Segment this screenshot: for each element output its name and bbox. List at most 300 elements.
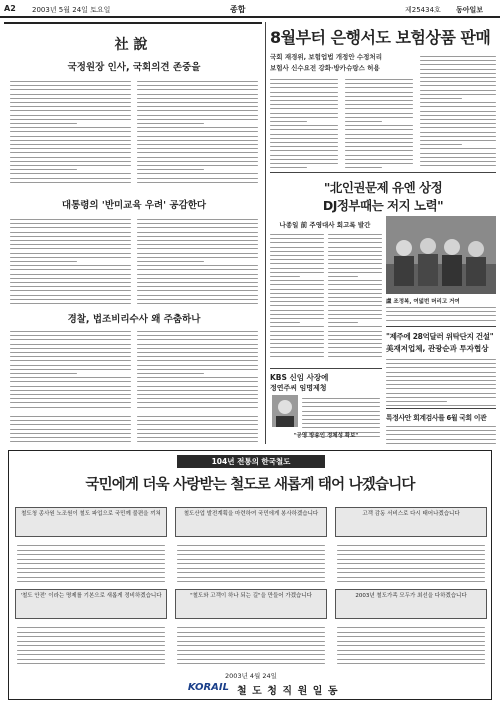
text-line xyxy=(270,142,338,143)
text-line xyxy=(270,314,324,315)
text-line xyxy=(270,129,338,130)
text-line xyxy=(10,119,131,120)
text-line xyxy=(10,303,131,304)
text-line xyxy=(10,98,131,99)
text-line xyxy=(420,119,496,120)
text-line xyxy=(17,650,165,651)
text-line xyxy=(270,108,338,109)
text-line xyxy=(270,121,307,122)
text-line xyxy=(10,89,131,90)
text-line xyxy=(337,554,485,555)
text-line xyxy=(270,318,324,319)
page-header xyxy=(0,0,500,18)
text-line xyxy=(270,347,324,348)
text-line xyxy=(337,641,485,642)
text-line xyxy=(270,134,338,135)
kbs-kicker: KBS 신임 사장에 xyxy=(270,373,329,382)
text-line xyxy=(137,94,258,95)
text-line xyxy=(345,117,413,118)
text-line xyxy=(420,127,496,128)
text-line xyxy=(10,407,131,408)
kbs-name: 정연주씨 임명제청 xyxy=(270,384,327,392)
text-line xyxy=(420,132,496,133)
text-line xyxy=(270,234,324,235)
right-headline-2: 美재저업체, 관광순과 투자협상 xyxy=(386,344,489,353)
text-line xyxy=(328,272,382,273)
text-line xyxy=(10,115,131,116)
editorial-headline-2: 대통령의 '반미교육 우려' 공감한다 xyxy=(61,200,207,211)
text-line xyxy=(137,295,258,296)
text-line xyxy=(386,311,496,312)
text-line xyxy=(270,83,338,84)
text-line xyxy=(10,240,131,241)
text-line xyxy=(345,100,413,101)
right-headline-1: "제주에 28억달러 위탁단지 건설" xyxy=(386,332,494,341)
text-line xyxy=(386,376,496,377)
text-line xyxy=(345,155,413,156)
text-line xyxy=(270,259,324,260)
text-line xyxy=(328,356,382,357)
text-line xyxy=(10,178,131,179)
text-line xyxy=(17,550,165,551)
text-line xyxy=(10,223,131,224)
text-line xyxy=(270,356,324,357)
kbs-portrait xyxy=(272,395,298,427)
text-line xyxy=(137,157,258,158)
text-line xyxy=(270,339,324,340)
text-line xyxy=(386,397,496,398)
text-line xyxy=(270,284,324,285)
ad-text-block-3 xyxy=(337,543,485,583)
text-line xyxy=(10,356,131,357)
text-line xyxy=(386,393,496,394)
text-line xyxy=(328,331,382,332)
text-line xyxy=(137,348,258,349)
sponsor-name: 철 도 청 직 원 일 동 xyxy=(237,686,339,697)
text-line xyxy=(137,433,258,434)
text-line xyxy=(10,381,131,382)
text-line xyxy=(386,359,496,360)
ad-cell-1: 철도청 종사원 노조원이 철도 파업으로 국민께 불편을 끼쳐 xyxy=(15,507,167,537)
text-line xyxy=(10,110,131,111)
editorial-3-body xyxy=(10,329,258,409)
text-line xyxy=(337,636,485,637)
text-line xyxy=(177,550,325,551)
text-line xyxy=(10,253,131,254)
lead-body-left xyxy=(270,77,338,169)
text-line xyxy=(420,85,496,86)
text-line xyxy=(17,636,165,637)
photo-caption-text xyxy=(386,305,496,323)
text-line xyxy=(177,641,325,642)
text-line xyxy=(337,572,485,573)
date-line: 2003년 5월 24일 토요일 xyxy=(32,6,111,14)
text-line xyxy=(420,64,496,65)
text-line xyxy=(270,289,324,290)
second-body-left xyxy=(270,232,324,360)
text-line xyxy=(270,280,324,281)
text-line xyxy=(10,232,131,233)
text-line xyxy=(10,140,131,141)
text-line xyxy=(420,123,496,124)
ad-text-block-5 xyxy=(177,625,325,665)
text-line xyxy=(10,248,131,249)
text-line xyxy=(386,384,496,385)
text-line xyxy=(137,123,204,124)
text-line xyxy=(17,641,165,642)
text-line xyxy=(10,152,131,153)
text-line xyxy=(10,173,131,174)
text-line xyxy=(10,123,77,124)
text-line xyxy=(10,295,131,296)
text-line xyxy=(302,406,380,407)
text-line xyxy=(270,150,338,151)
text-line xyxy=(137,303,258,304)
text-line xyxy=(177,645,325,646)
text-line xyxy=(345,87,413,88)
text-line xyxy=(270,117,338,118)
text-line xyxy=(137,98,258,99)
text-line xyxy=(337,545,485,546)
text-line xyxy=(137,429,258,430)
text-line xyxy=(337,650,485,651)
text-line xyxy=(10,433,131,434)
text-line xyxy=(137,290,258,291)
text-line xyxy=(137,299,258,300)
text-line xyxy=(137,278,258,279)
text-line xyxy=(270,272,324,273)
text-line xyxy=(270,331,324,332)
text-line xyxy=(10,157,131,158)
text-line xyxy=(420,136,496,137)
text-line xyxy=(270,96,338,97)
text-line xyxy=(386,434,496,435)
text-line xyxy=(328,284,382,285)
korail-advertisement xyxy=(8,450,492,700)
text-line xyxy=(10,165,131,166)
lead-story xyxy=(270,22,496,172)
bottom-right-story xyxy=(386,408,496,444)
text-line xyxy=(328,263,382,264)
text-line xyxy=(137,89,258,90)
text-line xyxy=(337,577,485,578)
text-line xyxy=(345,92,413,93)
text-line xyxy=(10,290,131,291)
text-line xyxy=(17,554,165,555)
text-line xyxy=(137,182,258,183)
text-line xyxy=(10,131,131,132)
text-line xyxy=(328,305,382,306)
text-line xyxy=(137,377,258,378)
text-line xyxy=(386,315,496,316)
text-line xyxy=(177,581,325,582)
text-line xyxy=(328,242,382,243)
text-line xyxy=(137,244,258,245)
ad-date: 2003년 4월 24일 xyxy=(225,672,277,680)
text-line xyxy=(270,251,324,252)
text-line xyxy=(270,159,338,160)
text-line xyxy=(177,663,325,664)
text-line xyxy=(270,297,324,298)
text-line xyxy=(137,441,258,442)
ad-slogan: 국민에게 더욱 사랑받는 철도로 새롭게 태어 나겠습니다 xyxy=(85,477,415,493)
text-line xyxy=(137,152,258,153)
text-line xyxy=(386,388,496,389)
text-line xyxy=(137,398,258,399)
ad-text-block-1 xyxy=(17,543,165,583)
text-line xyxy=(177,545,325,546)
text-line xyxy=(177,659,325,660)
text-line xyxy=(270,343,324,344)
text-line xyxy=(302,398,380,399)
text-line xyxy=(177,577,325,578)
text-line xyxy=(345,96,413,97)
text-line xyxy=(137,144,258,145)
text-line xyxy=(270,301,324,302)
text-line xyxy=(345,167,382,168)
text-line xyxy=(328,259,382,260)
text-line xyxy=(328,310,382,311)
text-line xyxy=(177,632,325,633)
text-line xyxy=(137,265,258,266)
text-line xyxy=(137,331,258,332)
text-line xyxy=(386,405,496,406)
text-line xyxy=(328,352,382,353)
text-line xyxy=(386,363,496,364)
text-line xyxy=(17,559,165,560)
text-line xyxy=(337,550,485,551)
text-line xyxy=(10,278,131,279)
text-line xyxy=(270,247,324,248)
text-line xyxy=(137,236,258,237)
text-line xyxy=(345,108,413,109)
text-line xyxy=(328,326,382,327)
photo-caption: 盧 조정복, 여덟번 머리고 거여 xyxy=(386,299,460,305)
text-line xyxy=(10,227,131,228)
text-line xyxy=(177,568,325,569)
text-line xyxy=(337,581,485,582)
text-line xyxy=(177,572,325,573)
text-line xyxy=(10,377,131,378)
text-line xyxy=(328,234,382,235)
editorial-extra xyxy=(10,414,258,444)
text-line xyxy=(137,115,258,116)
text-line xyxy=(177,563,325,564)
text-line xyxy=(137,286,258,287)
text-line xyxy=(270,268,324,269)
text-line xyxy=(328,238,382,239)
text-line xyxy=(137,365,258,366)
text-line xyxy=(10,339,131,340)
text-line xyxy=(10,373,77,374)
text-line xyxy=(137,119,258,120)
text-line xyxy=(270,293,324,294)
text-line xyxy=(137,356,258,357)
text-line xyxy=(337,632,485,633)
editorial-kicker: 社 說 xyxy=(114,37,148,53)
text-line xyxy=(10,365,131,366)
text-line xyxy=(137,102,258,103)
text-line xyxy=(137,253,258,254)
text-line xyxy=(328,335,382,336)
text-line xyxy=(270,100,338,101)
korail-logo: KORAIL xyxy=(187,682,229,693)
text-line xyxy=(10,85,131,86)
text-line xyxy=(345,83,413,84)
text-line xyxy=(10,402,131,403)
text-line xyxy=(10,386,131,387)
text-line xyxy=(345,150,413,151)
section-name: 종합 xyxy=(230,5,246,14)
right-body xyxy=(386,357,496,407)
text-line xyxy=(137,386,258,387)
lead-headline: 8월부터 은행서도 보험상품 판매 xyxy=(270,28,491,47)
text-line xyxy=(177,636,325,637)
text-line xyxy=(337,659,485,660)
anniversary-banner: 104년 전통의 한국철도 xyxy=(177,455,325,468)
text-line xyxy=(270,146,338,147)
text-line xyxy=(10,352,131,353)
text-line xyxy=(10,106,131,107)
text-line xyxy=(386,372,496,373)
text-line xyxy=(137,240,258,241)
text-line xyxy=(137,373,204,374)
text-line xyxy=(270,92,338,93)
second-headline-1: "北인권문제 유엔 상정 xyxy=(323,180,443,195)
text-line xyxy=(10,274,131,275)
text-line xyxy=(270,125,338,126)
text-line xyxy=(270,163,338,164)
text-line xyxy=(10,148,131,149)
text-line xyxy=(17,577,165,578)
text-line xyxy=(137,257,258,258)
section-divider xyxy=(270,172,496,173)
text-line xyxy=(270,263,324,264)
text-line xyxy=(137,85,258,86)
text-line xyxy=(345,125,413,126)
text-line xyxy=(345,113,413,114)
text-line xyxy=(386,426,496,427)
ad-text-block-6 xyxy=(337,625,485,665)
text-line xyxy=(137,402,258,403)
lead-body-right xyxy=(420,54,496,169)
text-line xyxy=(420,94,496,95)
text-line xyxy=(328,251,382,252)
text-line xyxy=(328,280,382,281)
text-line xyxy=(10,261,77,262)
text-line xyxy=(10,348,131,349)
text-line xyxy=(10,94,131,95)
text-line xyxy=(328,301,382,302)
ad-text-block-2 xyxy=(177,543,325,583)
text-line xyxy=(270,242,324,243)
text-line xyxy=(328,343,382,344)
text-line xyxy=(10,169,77,170)
text-line xyxy=(177,627,325,628)
editorial-headline-1: 국정원장 인사, 국회의견 존중을 xyxy=(67,62,201,73)
text-line xyxy=(10,331,131,332)
text-line xyxy=(386,380,496,381)
ad-cell-3: 고객 감동 서비스로 다시 태어나겠습니다 xyxy=(335,507,487,537)
text-line xyxy=(302,419,380,420)
second-body-mid xyxy=(328,232,382,360)
text-line xyxy=(137,407,258,408)
text-line xyxy=(420,60,496,61)
text-line xyxy=(17,581,165,582)
text-line xyxy=(328,339,382,340)
text-line xyxy=(420,56,496,57)
text-line xyxy=(10,182,131,183)
text-line xyxy=(137,131,258,132)
text-line xyxy=(17,627,165,628)
text-line xyxy=(345,129,413,130)
text-line xyxy=(270,352,324,353)
text-line xyxy=(302,423,380,424)
text-line xyxy=(345,142,413,143)
text-line xyxy=(137,261,204,262)
portrait-image xyxy=(272,395,298,427)
text-line xyxy=(420,148,496,149)
text-line xyxy=(328,276,358,277)
ad-cell-4: '철도 안전' 이라는 명제를 기본으로 새롭게 정비하겠습니다 xyxy=(15,589,167,619)
text-line xyxy=(137,173,258,174)
text-line xyxy=(337,645,485,646)
text-line xyxy=(137,339,258,340)
text-line xyxy=(177,559,325,560)
text-line xyxy=(177,554,325,555)
text-line xyxy=(10,335,131,336)
text-line xyxy=(420,106,496,107)
text-line xyxy=(137,127,258,128)
text-line xyxy=(137,390,258,391)
text-line xyxy=(420,144,462,145)
text-line xyxy=(10,219,131,220)
text-line xyxy=(10,144,131,145)
text-line xyxy=(270,322,300,323)
text-line xyxy=(10,441,131,442)
text-line xyxy=(270,238,324,239)
text-line xyxy=(345,104,413,105)
text-line xyxy=(10,369,131,370)
text-line xyxy=(137,165,258,166)
text-line xyxy=(386,320,496,321)
text-line xyxy=(137,136,258,137)
text-line xyxy=(420,77,496,78)
text-line xyxy=(17,659,165,660)
text-line xyxy=(137,360,258,361)
text-line xyxy=(137,369,258,370)
text-line xyxy=(386,401,447,402)
text-line xyxy=(420,140,496,141)
text-line xyxy=(10,394,131,395)
text-line xyxy=(10,282,131,283)
ad-cell-2: 철도산업 발전계획을 마련하여 국민에게 봉사하겠습니다 xyxy=(175,507,327,537)
text-line xyxy=(177,654,325,655)
text-line xyxy=(10,360,131,361)
text-line xyxy=(10,136,131,137)
text-line xyxy=(270,138,338,139)
bottom-right-body xyxy=(386,424,496,444)
text-line xyxy=(10,127,131,128)
text-line xyxy=(337,627,485,628)
text-line xyxy=(10,102,131,103)
text-line xyxy=(10,390,131,391)
photo-image xyxy=(386,216,496,294)
text-line xyxy=(270,310,324,311)
text-line xyxy=(345,134,413,135)
text-line xyxy=(17,563,165,564)
text-line xyxy=(345,138,413,139)
